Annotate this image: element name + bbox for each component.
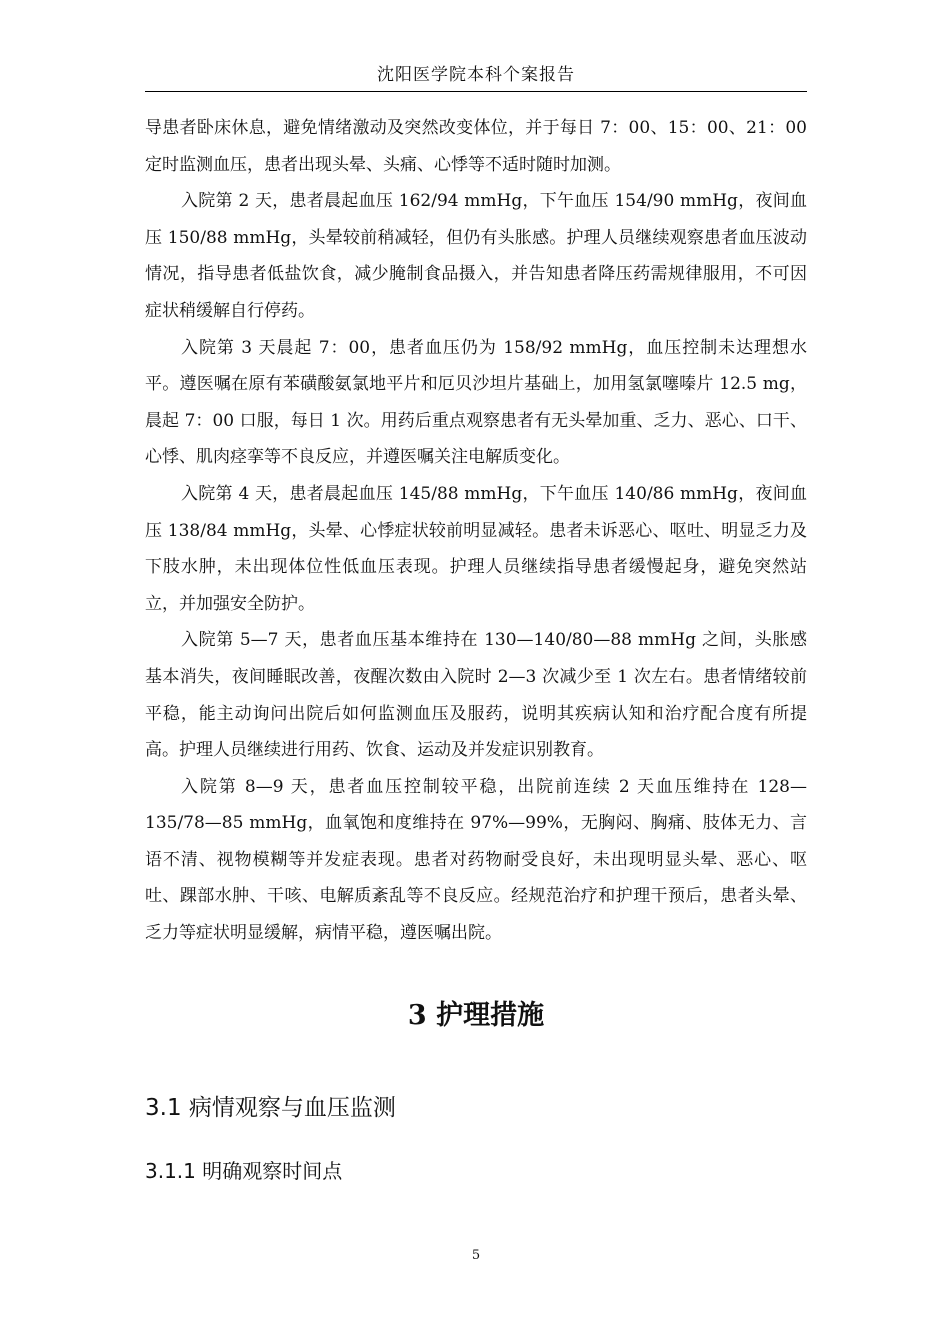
section-heading: 3 护理措施 xyxy=(407,1000,545,1031)
paragraph-day-4: 入院第 4 天，患者晨起血压 145/88 mmHg，下午血压 140/86 mmHg，夜间血压 138/84 mmHg，头晕、心悸症状较前明显减轻。患者未诉恶心、呕吐、明显乏力及下肢水肿，未出现体位性低血压表现。护理人员继续指导患者缓慢起身，避免突然站立，并加强安全防护。 xyxy=(145,483,807,614)
paragraph-day-5-7: 入院第 5—7 天，患者血压基本维持在 130—140/80—88 mmHg 之间，头胀感基本消失，夜间睡眠改善，夜醒次数由入院时 2—3 次减少至 1 次左右。患者情绪较前平稳，能主动询问出院后如何监测血压及服药，说明其疾病认知和治疗配合度有所提高。护理人员继续进行用药、饮食、运动及并发症识别教育。 xyxy=(145,630,807,761)
body-text xyxy=(145,110,807,952)
paragraph-day-3: 入院第 3 天晨起 7：00，患者血压仍为 158/92 mmHg，血压控制未达理想水平。遵医嘱在原有苯磺酸氨氯地平片和厄贝沙坦片基础上，加用氢氯噻嗪片 12.5 mg，晨起 7：00 口服，每日 1 次。用药后重点观察患者有无头晕加重、乏力、恶心、口干、心悸、肌肉痉挛等不良反应，并遵医嘱关注电解质变化。 xyxy=(145,337,807,468)
page-number: 5 xyxy=(471,1248,481,1263)
paragraph-day-8-9: 入院第 8—9 天，患者血压控制较平稳，出院前连续 2 天血压维持在 128—135/78—85 mmHg，血氧饱和度维持在 97%—99%，无胸闷、胸痛、肢体无力、言语不清、视物模糊等并发症表现。患者对药物耐受良好，未出现明显头晕、恶心、呕吐、踝部水肿、干咳、电解质紊乱等不良反应。经规范治疗和护理干预后，患者头晕、乏力等症状明显缓解，病情平稳，遵医嘱出院。 xyxy=(145,776,807,944)
running-header: 沈阳医学院本科个案报告 xyxy=(377,65,575,85)
subsection-heading: 3.1 病情观察与血压监测 xyxy=(145,1095,396,1121)
paragraph-day-2: 入院第 2 天，患者晨起血压 162/94 mmHg，下午血压 154/90 mmHg，夜间血压 150/88 mmHg，头晕较前稍减轻，但仍有头胀感。护理人员继续观察患者血压波动情况，指导患者低盐饮食，减少腌制食品摄入，并告知患者降压药需规律服用，不可因症状稍缓解自行停药。 xyxy=(145,191,807,321)
paragraph-continuation: 导患者卧床休息，避免情绪激动及突然改变体位，并于每日 7：00、15：00、21：00 定时监测血压，患者出现头晕、头痛、心悸等不适时随时加测。 xyxy=(145,118,807,175)
header-rule xyxy=(145,91,807,92)
subsubsection-heading: 3.1.1 明确观察时间点 xyxy=(145,1159,343,1183)
